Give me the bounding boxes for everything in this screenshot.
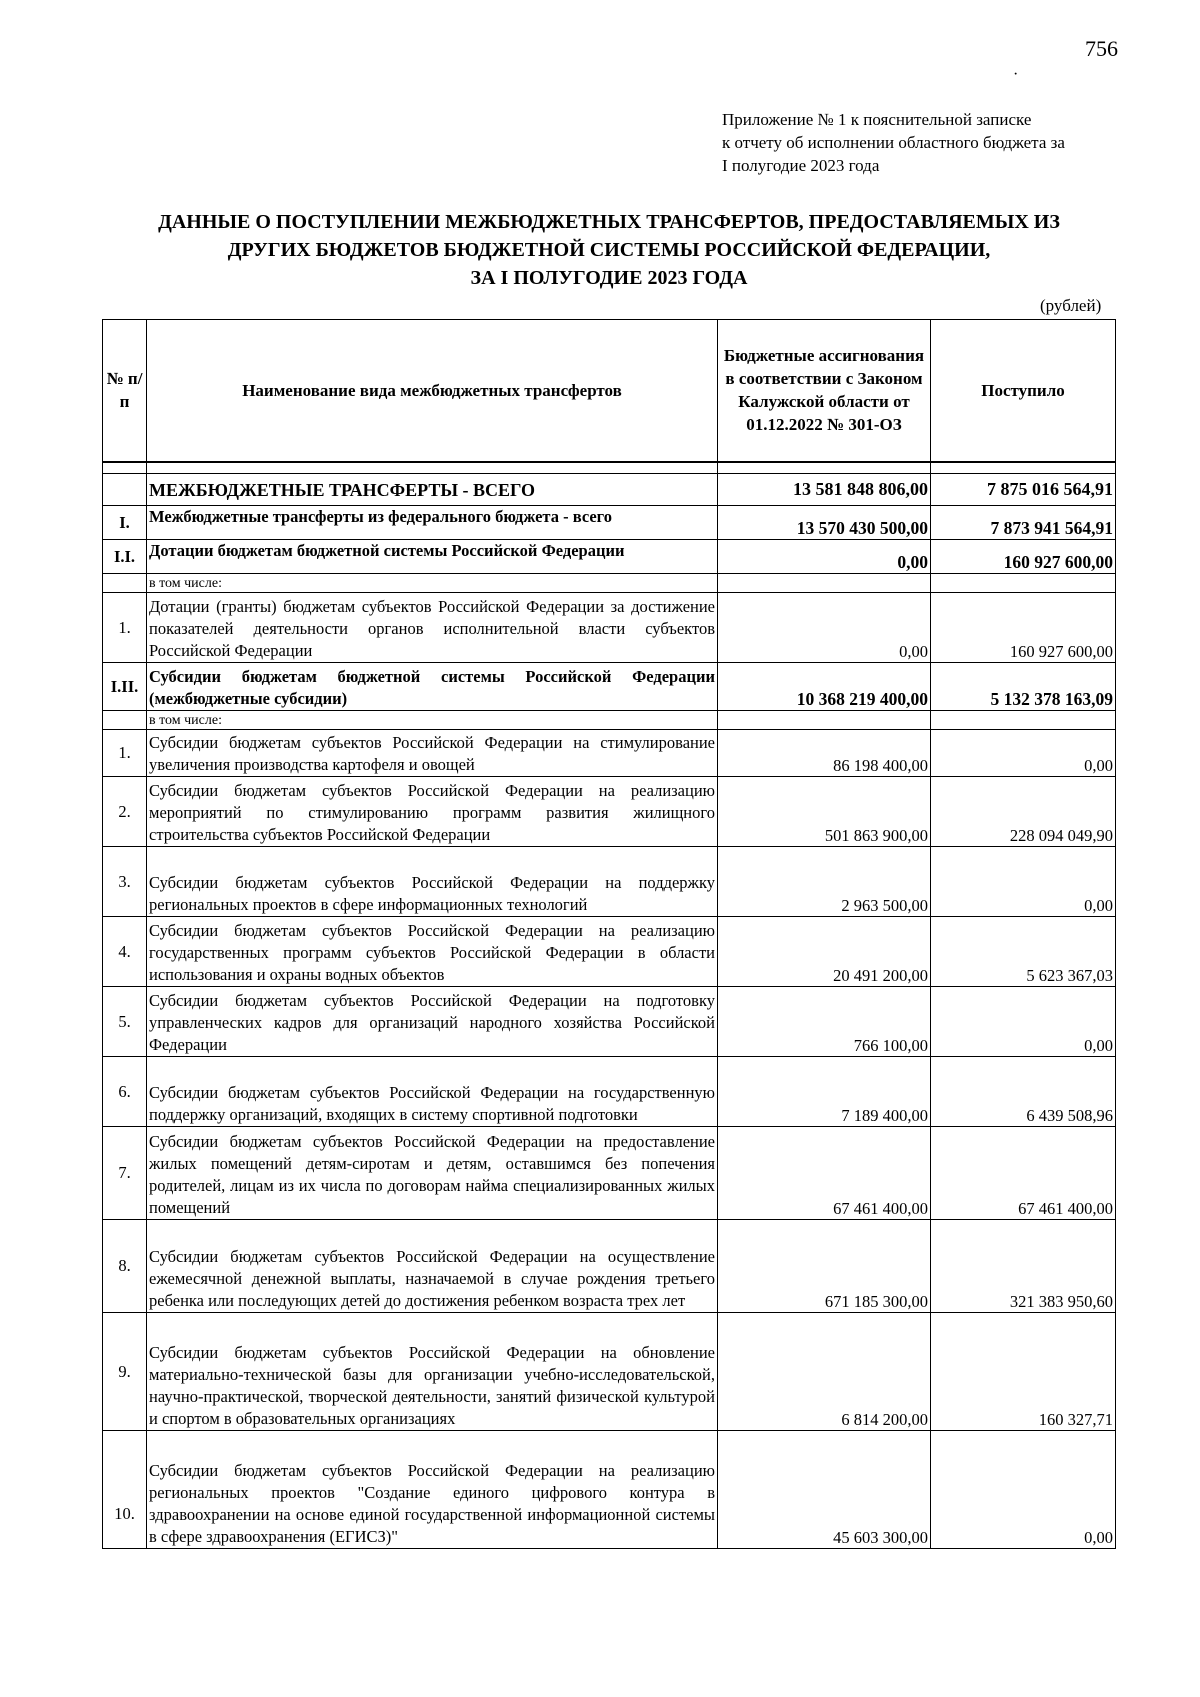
row-assigned: 2 963 500,00 [718,847,931,917]
row-assigned: 501 863 900,00 [718,777,931,847]
row-name: Межбюджетные трансферты из федерального бюджета - всего [147,506,718,540]
appendix-note [722,108,1065,177]
page-number: 756 [1085,36,1118,61]
table-row [103,987,1116,1057]
row-name: Субсидии бюджетам субъектов Российской Федерации на реализацию региональных проектов "Создание единого цифрового контура в здравоохранении на основе единой государственной информационной системы в сфере здравоохранения (ЕГИСЗ)" [147,1431,718,1549]
row-num: 4. [103,917,147,987]
table-row [103,663,1116,711]
row-assigned: 10 368 219 400,00 [718,663,931,711]
row-name: в том числе: [147,711,718,730]
row-num: 8. [103,1220,147,1313]
row-num: I.I. [103,540,147,574]
row-received: 160 327,71 [931,1313,1116,1431]
row-received: 228 094 049,90 [931,777,1116,847]
row-received: 6 439 508,96 [931,1057,1116,1127]
row-name: МЕЖБЮДЖЕТНЫЕ ТРАНСФЕРТЫ - ВСЕГО [147,474,718,506]
row-num: 3. [103,847,147,917]
row-name: Субсидии бюджетам субъектов Российской Федерации на подготовку управленческих кадров для организаций народного хозяйства Российской Федерации [147,987,718,1057]
title-line: ДАННЫЕ О ПОСТУПЛЕНИИ МЕЖБЮДЖЕТНЫХ ТРАНСФЕРТОВ, ПРЕДОСТАВЛЯЕМЫХ ИЗ [158,211,1060,233]
row-num: 6. [103,1057,147,1127]
header-received: Поступило [931,320,1116,462]
row-received: 5 132 378 163,09 [931,663,1116,711]
row-num [103,474,147,506]
row-received: 5 623 367,03 [931,917,1116,987]
spacer-row [103,462,1116,474]
row-assigned: 67 461 400,00 [718,1127,931,1220]
row-assigned: 766 100,00 [718,987,931,1057]
row-name: Дотации (гранты) бюджетам субъектов Российской Федерации за достижение показателей деятельности органов исполнительной власти субъектов Российской Федерации [147,593,718,663]
units-label: (рублей) [1040,296,1102,315]
table-row [103,1220,1116,1313]
row-num [103,574,147,593]
table-header-row [103,320,1116,462]
header-num: № п/п [103,320,147,462]
row-name: Субсидии бюджетам субъектов Российской Федерации на стимулирование увеличения производства картофеля и овощей [147,730,718,777]
table-row [103,574,1116,593]
row-name: Субсидии бюджетам субъектов Российской Федерации на осуществление ежемесячной денежной выплаты, назначаемой в случае рождения третьего ребенка или последующих детей до достижения ребенком возраста трех лет [147,1220,718,1313]
row-name: Субсидии бюджетам субъектов Российской Федерации на поддержку региональных проектов в сфере информационных технологий [147,847,718,917]
scan-mark: · [1013,66,1019,83]
table-row [103,540,1116,574]
header-name: Наименование вида межбюджетных трансфертов [147,320,718,462]
row-received: 160 927 600,00 [931,593,1116,663]
row-name: Субсидии бюджетам бюджетной системы Российской Федерации (межбюджетные субсидии) [147,663,718,711]
row-received: 160 927 600,00 [931,540,1116,574]
row-name: Субсидии бюджетам субъектов Российской Федерации на государственную поддержку организаций, входящих в систему спортивной подготовки [147,1057,718,1127]
table-row [103,1431,1116,1549]
row-num: 5. [103,987,147,1057]
appendix-line: I полугодие 2023 года [722,156,880,175]
row-received: 7 873 941 564,91 [931,506,1116,540]
row-assigned [718,574,931,593]
row-received: 0,00 [931,847,1116,917]
row-name: Субсидии бюджетам субъектов Российской Федерации на предоставление жилых помещений детям-сиротам и детям, оставшимся без попечения родителей, лицам из их числа по договорам найма специализированных жилых помещений [147,1127,718,1220]
row-name: Субсидии бюджетам субъектов Российской Федерации на обновление материально-технической базы для организации учебно-исследовательской, научно-практической, творческой деятельности, занятий физической культурой и спортом в образовательных организациях [147,1313,718,1431]
row-num: 9. [103,1313,147,1431]
row-received [931,574,1116,593]
row-assigned: 86 198 400,00 [718,730,931,777]
row-assigned: 20 491 200,00 [718,917,931,987]
row-received: 0,00 [931,730,1116,777]
row-num: 1. [103,730,147,777]
row-assigned: 7 189 400,00 [718,1057,931,1127]
row-received [931,711,1116,730]
table-row [103,506,1116,540]
table-row [103,1127,1116,1220]
row-name: в том числе: [147,574,718,593]
row-assigned: 671 185 300,00 [718,1220,931,1313]
row-name: Дотации бюджетам бюджетной системы Российской Федерации [147,540,718,574]
table-row [103,593,1116,663]
table-row [103,474,1116,506]
table-row [103,730,1116,777]
row-num: 2. [103,777,147,847]
title-line: ЗА I ПОЛУГОДИЕ 2023 ГОДА [470,267,748,289]
row-assigned: 0,00 [718,540,931,574]
row-num: 10. [103,1431,147,1549]
table-row [103,847,1116,917]
table-row [103,777,1116,847]
row-received: 67 461 400,00 [931,1127,1116,1220]
appendix-line: Приложение № 1 к пояснительной записке [722,110,1032,129]
document-title [100,208,1118,292]
table-row [103,1057,1116,1127]
row-num: I. [103,506,147,540]
table-row [103,917,1116,987]
row-received: 321 383 950,60 [931,1220,1116,1313]
row-assigned: 0,00 [718,593,931,663]
row-assigned [718,711,931,730]
row-assigned: 6 814 200,00 [718,1313,931,1431]
row-assigned: 45 603 300,00 [718,1431,931,1549]
row-received: 0,00 [931,987,1116,1057]
row-name: Субсидии бюджетам субъектов Российской Федерации на реализацию мероприятий по стимулированию программ развития жилищного строительства субъектов Российской Федерации [147,777,718,847]
row-num: I.II. [103,663,147,711]
table-row [103,1313,1116,1431]
row-num: 1. [103,593,147,663]
row-num [103,711,147,730]
title-line: ДРУГИХ БЮДЖЕТОВ БЮДЖЕТНОЙ СИСТЕМЫ РОССИЙСКОЙ ФЕДЕРАЦИИ, [227,239,991,261]
row-assigned: 13 570 430 500,00 [718,506,931,540]
appendix-line: к отчету об исполнении областного бюджета за [722,133,1065,152]
row-received: 0,00 [931,1431,1116,1549]
table-row [103,711,1116,730]
transfers-table [102,319,1116,1549]
row-num: 7. [103,1127,147,1220]
header-assigned: Бюджетные ассигнования в соответствии с Законом Калужской области от 01.12.2022 № 301-ОЗ [718,320,931,462]
row-name: Субсидии бюджетам субъектов Российской Федерации на реализацию государственных программ субъектов Российской Федерации в области использования и охраны водных объектов [147,917,718,987]
row-assigned: 13 581 848 806,00 [718,474,931,506]
row-received: 7 875 016 564,91 [931,474,1116,506]
